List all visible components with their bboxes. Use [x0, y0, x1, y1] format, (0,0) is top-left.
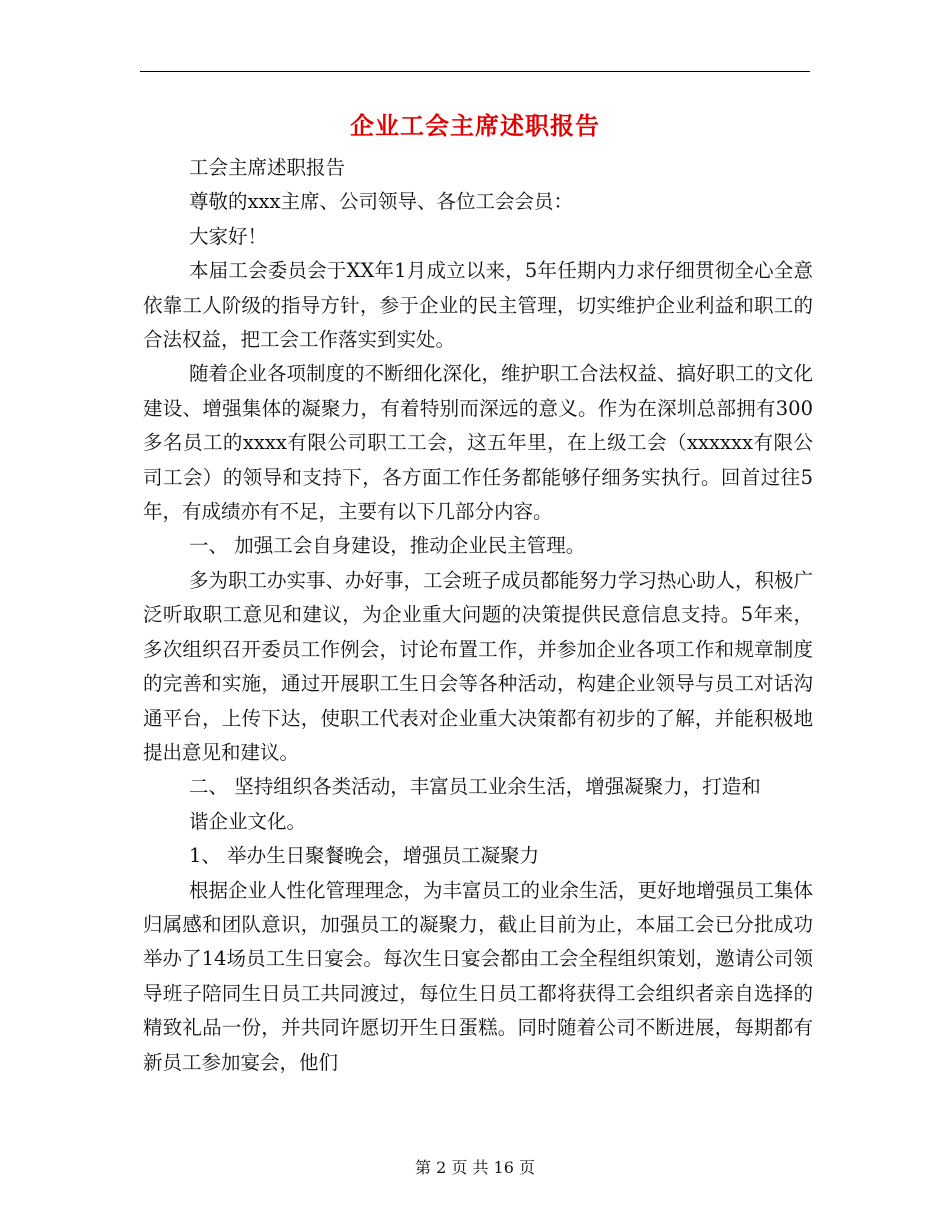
paragraph: 尊敬的xxx主席、公司领导、各位工会会员：: [189, 190, 573, 214]
document-title: 企业工会主席述职报告: [350, 111, 600, 140]
section-heading-continued: 谐企业文化。: [189, 809, 307, 833]
section-heading: 二、 坚持组织各类活动，丰富员工业余生活，增强凝聚力，打造和: [189, 775, 761, 799]
document-body: [143, 151, 813, 1080]
subsection-heading: 1、 举办生日聚餐晚会，增强员工凝聚力: [189, 844, 540, 868]
paragraph: 多为职工办实事、办好事，工会班子成员都能努力学习热心助人，积极广泛听取职工意见和建议，为企业重大问题的决策提供民意信息支持。5年来，多次组织召开委员工作例会，讨论布置工作，并参加企业各项工作和规章制度的完善和实施，通过开展职工生日会等各种活动，构建企业领导与员工对话沟通平台，上传下达，使职工代表对企业重大决策都有初步的了解，并能积极地提出意见和建议。: [143, 568, 814, 764]
header-rule: [140, 71, 810, 72]
paragraph: 根据企业人性化管理理念，为丰富员工的业余生活，更好地增强员工集体归属感和团队意识，加强员工的凝聚力，截止目前为止，本届工会已分批成功举办了14场员工生日宴会。每次生日宴会都由工会全程组织策划，邀请公司领导班子陪同生日员工共同渡过，每位生日员工都将获得工会组织者亲自选择的精致礼品一份，并共同许愿切开生日蛋糕。同时随着公司不断进展，每期都有新员工参加宴会，他们: [143, 878, 814, 1074]
paragraph: 工会主席述职报告: [189, 156, 346, 179]
paragraph: 大家好！: [189, 224, 268, 248]
page-footer: 第 2 页 共 16 页: [415, 1158, 535, 1177]
section-heading: 一、 加强工会自身建设，推动企业民主管理。: [189, 534, 586, 558]
paragraph: 随着企业各项制度的不断细化深化，维护职工合法权益、搞好职工的文化建设、增强集体的凝聚力，有着特别而深远的意义。作为在深圳总部拥有300多名员工的xxxx有限公司职工工会，这五年里，在上级工会（xxxxxx有限公司工会）的领导和支持下，各方面工作任务都能够仔细务实执行。回首过往5年，有成绩亦有不足，主要有以下几部分内容。: [143, 362, 814, 524]
paragraph: 本届工会委员会于XX年1月成立以来，5年任期内力求仔细贯彻全心全意依靠工人阶级的指导方针，参于企业的民主管理，切实维护企业利益和职工的合法权益，把工会工作落实到实处。: [143, 259, 813, 352]
